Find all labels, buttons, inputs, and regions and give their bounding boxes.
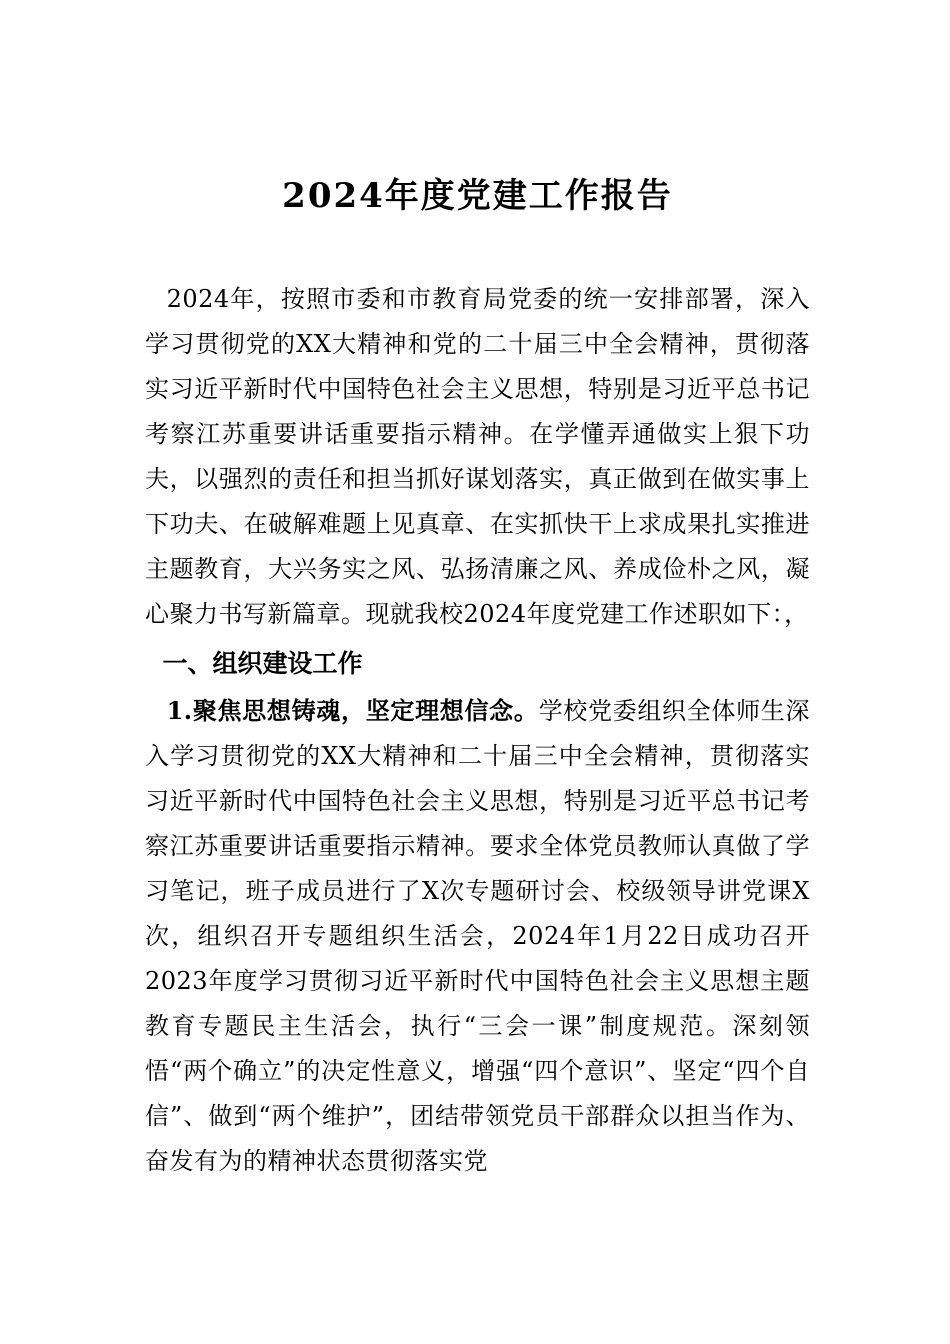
item-1-body-text: 学校党委组织全体师生深入学习贯彻党的XX大精神和二十届三中全会精神，贯彻落实习近平新时代中国特色社会主义思想，特别是习近平总书记考察江苏重要讲话重要指示精神。要求全体党员教师认真做了学习笔记，班子成员进行了X次专题研讨会、校级领导讲党课X次，组织召开专题组织生活会，2024年1月22日成功召开2023年度学习贯彻习近平新时代中国特色社会主义思想主题教育专题民主生活会，执行“三会一课”制度规范。深刻领悟“两个确立”的决定性意义，增强“四个意识”、坚定“四个自信”、做到“两个维护”，团结带领党员干部群众以担当作为、奋发有为的精神状态贯彻落实党 (145, 697, 810, 1175)
item-1-lead-bold: 1.聚焦思想铸魂，坚定理想信念。 (166, 696, 539, 725)
section-1-heading: 一、组织建设工作 (162, 649, 363, 678)
section-1-item-1-paragraph (145, 688, 810, 1184)
document-title: 2024年度党建工作报告 (282, 176, 673, 216)
intro-paragraph: 2024年，按照市委和市教育局党委的统一安排部署，深入学习贯彻党的XX大精神和党的二十届三中全会精神，贯彻落实习近平新时代中国特色社会主义思想，特别是习近平总书记考察江苏重要讲话重要指示精神。在学懂弄通做实上狠下功夫，以强烈的责任和担当抓好谋划落实，真正做到在做实事上下功夫、在破解难题上见真章、在实抓快干上求成果扎实推进主题教育，大兴务实之风、弘扬清廉之风、养成俭朴之风，凝心聚力书写新篇章。现就我校2024年度党建工作述职如下：， (145, 285, 810, 628)
